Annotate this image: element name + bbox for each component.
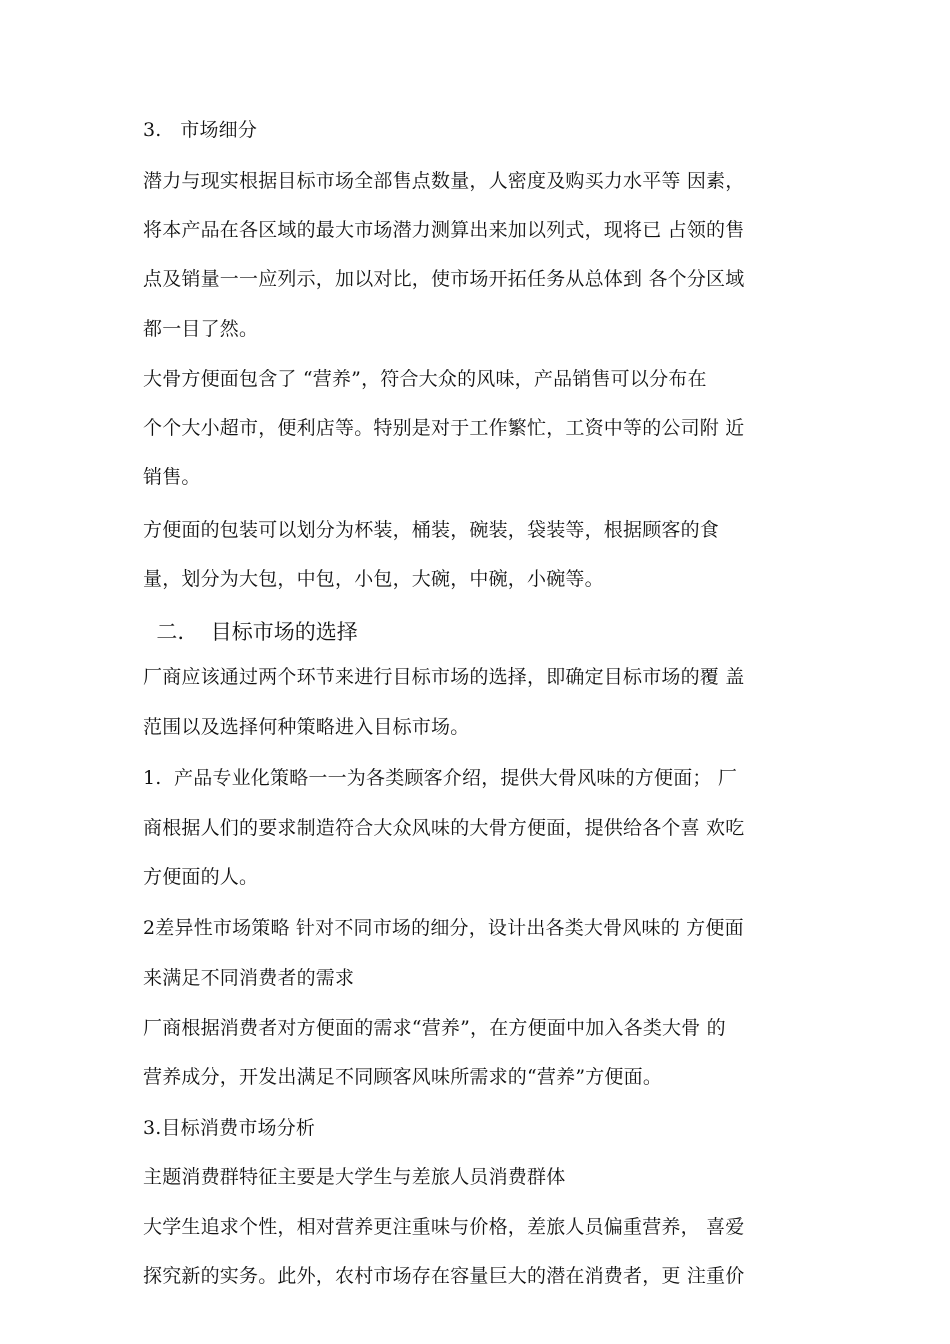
- section-3-title: 3. 市场细分: [143, 119, 258, 141]
- text-line: 大骨方便面包含了 “营养”，符合大众的风味，产品销售可以分布在: [143, 368, 707, 390]
- text-line: 2差异性市场策略 针对不同市场的细分，设计出各类大骨风味的 方便面: [143, 917, 744, 939]
- text-line: 潜力与现实根据目标市场全部售点数量，人密度及购买力水平等 因素，: [143, 170, 745, 192]
- text-line: 方便面的包装可以划分为杯装，桶装，碗装，袋装等，根据顾客的食: [143, 519, 720, 541]
- section-two-title: 二. 目标市场的选择: [143, 620, 358, 644]
- text-line: 商根据人们的要求制造符合大众风味的大骨方便面，提供给各个喜 欢吃: [143, 817, 745, 839]
- text-line: 将本产品在各区域的最大市场潜力测算出来加以列式，现将已 占领的售: [143, 219, 745, 241]
- text-line: 探究新的实务。此外，农村市场存在容量巨大的潜在消费者，更 注重价: [143, 1265, 745, 1287]
- text-line: 量，划分为大包，中包，小包，大碗，中碗，小碗等。: [143, 568, 604, 590]
- text-line: 厂商根据消费者对方便面的需求“营养”，在方便面中加入各类大骨 的: [143, 1017, 726, 1039]
- text-line: 个个大小超市，便利店等。特别是对于工作繁忙，工资中等的公司附 近: [143, 417, 745, 439]
- text-line: 都一目了然。: [143, 318, 259, 340]
- text-line: 主题消费群特征主要是大学生与差旅人员消费群体: [143, 1166, 566, 1188]
- text-line: 大学生追求个性，相对营养更注重味与价格，差旅人员偏重营养， 喜爱: [143, 1216, 745, 1238]
- text-line: 点及销量一一应列示，加以对比，使市场开拓任务从总体到 各个分区域: [143, 268, 745, 290]
- text-line: 来满足不同消费者的需求: [143, 967, 355, 989]
- text-line: 范围以及选择何种策略进入目标市场。: [143, 716, 470, 738]
- text-line: 1. 产品专业化策略一一为各类顾客介绍，提供大骨风味的方便面； 厂: [143, 767, 738, 789]
- text-line: 厂商应该通过两个环节来进行目标市场的选择，即确定目标市场的覆 盖: [143, 666, 745, 688]
- text-line: 方便面的人。: [143, 866, 259, 888]
- text-line: 营养成分，开发出满足不同顾客风味所需求的“营养”方便面。: [143, 1066, 663, 1088]
- section-3b-title: 3.目标消费市场分析: [143, 1117, 316, 1139]
- text-line: 销售。: [143, 466, 201, 488]
